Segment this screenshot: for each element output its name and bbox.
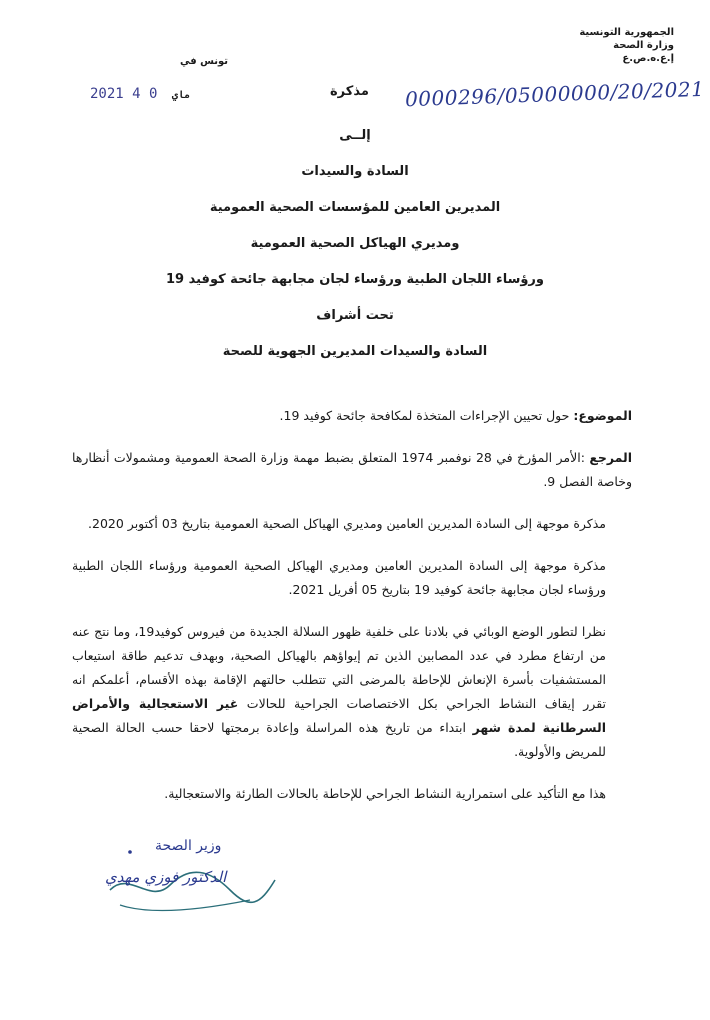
date-year: 2021: [90, 86, 124, 102]
subject-text: حول تحيين الإجراءات المتخذة لمكافحة جائحة كوفيد 19.: [279, 408, 574, 423]
city-date-label: تونس في: [180, 56, 229, 67]
letterhead: [579, 26, 674, 65]
reference-text: :الأمر المؤرخ في 28 نوفمبر 1974 المتعلق بضبط مهمة وزارة الصحة العمومية ومشمولات أنظارها وخاصة الفصل 9.: [72, 450, 632, 489]
addressee-line: السادة والسيدات المديرين الجهوية للصحة: [222, 344, 488, 359]
addressee-line: تحت أشراف: [316, 308, 394, 323]
reference-paragraph: مذكرة موجهة إلى السادة المديرين العامين ومديري الهياكل الصحية العمومية ورؤساء اللجان الطبية ورؤساء لجان مجابهة جائحة كوفيد 19 بتاريخ 05 أفريل 2021.: [72, 558, 606, 597]
letterhead-country: الجمهورية التونسية: [579, 27, 674, 38]
date-stamp: [90, 86, 196, 102]
addressees-block: [120, 118, 590, 370]
reference-number: 0000296/05000000/20/2021: [404, 76, 705, 112]
addressee-line: ورؤساء اللجان الطبية ورؤساء لجان مجابهة جائحة كوفيد 19: [166, 272, 544, 287]
reference-label: المرجع: [589, 450, 632, 465]
addressee-to: إلــى: [339, 128, 371, 143]
main-paragraph-text: نظرا لتطور الوضع الوبائي في بلادنا على خلفية ظهور السلالة الجديدة من فيروس كوفيد19، وما نتج عنه من ارتفاع مطرد في عدد المصابين الذين تم إيواؤهم بالهياكل الصحية، وبهدف تدعيم طاقة استيعاب المستشفيات بأسرة الإنعاش للإحاطة بالمرضى التي تتطلب حالتهم الإقامة بهذه الأقسام، أعلمكم انه تقرر إيقاف النشاط الجراحي بكل الاختصاصات الجراحية للحالات: [72, 624, 606, 711]
subject-paragraph: [72, 404, 632, 428]
main-paragraph-emphasis: غير الاستعجالية والأمراض السرطانية لمدة شهر: [72, 696, 606, 735]
letterhead-department: إ.ع.ه.ص.ع: [622, 53, 674, 64]
date-day: 0 4: [132, 86, 158, 102]
addressee-line: ومديري الهياكل الصحية العمومية: [250, 236, 460, 251]
reference-paragraph: [72, 446, 632, 494]
addressee-line: المديرين العامين للمؤسسات الصحية العمومية: [209, 200, 501, 215]
subject-label: الموضوع:: [573, 408, 632, 423]
main-paragraph: [72, 620, 632, 764]
signature-name: الدكتور فوزي مهدي: [105, 868, 227, 886]
addressee-line: السادة والسيدات: [301, 164, 409, 179]
letterhead-ministry: وزارة الصحة: [613, 40, 674, 51]
signature-title: وزير الصحة: [155, 838, 222, 854]
reference-paragraph: مذكرة موجهة إلى السادة المديرين العامين ومديري الهياكل الصحية العمومية بتاريخ 03 أكتوبر 2020.: [88, 516, 606, 531]
document-body: [72, 404, 632, 824]
date-month: ماي: [171, 90, 190, 101]
main-paragraph-text: ابتداء من تاريخ هذه المراسلة وإعادة برمجتها لاحقا حسب الحالة الصحية للمريض والأولوية.: [72, 720, 606, 759]
closing-paragraph: هذا مع التأكيد على استمرارية النشاط الجراحي للإحاطة بالحالات الطارئة والاستعجالية.: [164, 786, 606, 801]
document-type: مذكرة: [330, 84, 369, 99]
